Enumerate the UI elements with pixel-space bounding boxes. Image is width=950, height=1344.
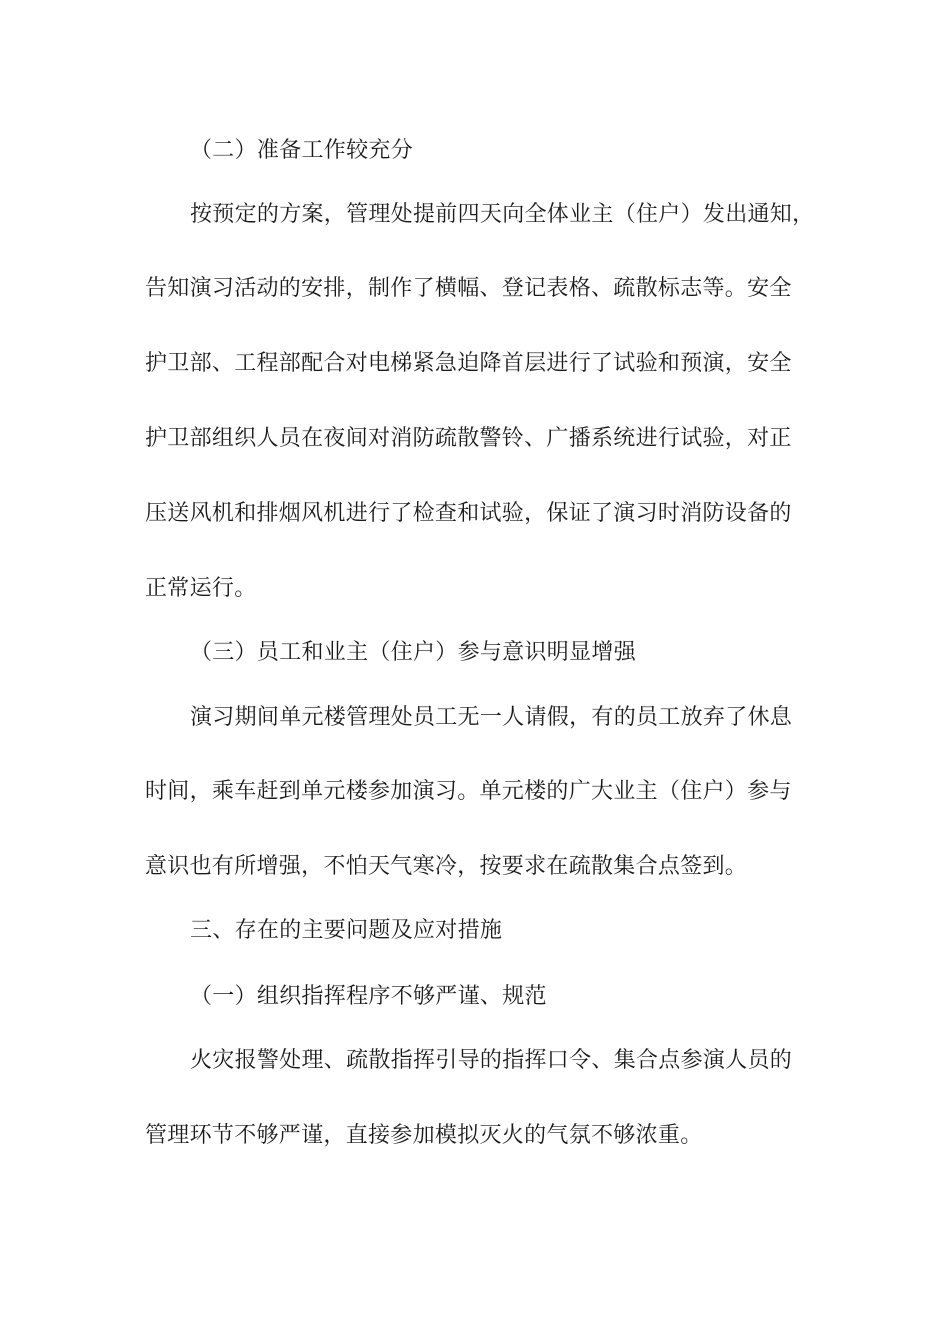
paragraph-line: 护卫部、工程部配合对电梯紧急迫降首层进行了试验和预演，安全 xyxy=(145,351,792,376)
paragraph-line: 压送风机和排烟风机进行了检查和试验，保证了演习时消防设备的 xyxy=(145,501,792,526)
paragraph-line: 意识也有所增强，不怕天气寒冷，按要求在疏散集合点签到。 xyxy=(145,854,748,879)
chapter-heading: 三、存在的主要问题及应对措施 xyxy=(190,918,503,943)
paragraph-line: 管理环节不够严谨，直接参加模拟灭火的气氛不够浓重。 xyxy=(145,1123,703,1148)
paragraph-line: 时间，乘车赶到单元楼参加演习。单元楼的广大业主（住户）参与 xyxy=(145,779,792,804)
section-heading-3: （三）员工和业主（住户）参与意识明显增强 xyxy=(190,640,637,665)
section-heading-1: （一）组织指挥程序不够严谨、规范 xyxy=(190,984,547,1009)
section-heading-2: （二）准备工作较充分 xyxy=(190,138,414,163)
paragraph-line: 护卫部组织人员在夜间对消防疏散警铃、广播系统进行试验，对正 xyxy=(145,426,792,451)
paragraph-line: 按预定的方案，管理处提前四天向全体业主（住户）发出通知， xyxy=(190,202,815,227)
paragraph-line: 正常运行。 xyxy=(145,576,257,601)
paragraph-line: 演习期间单元楼管理处员工无一人请假，有的员工放弃了休息 xyxy=(190,705,793,730)
paragraph-line: 告知演习活动的安排，制作了横幅、登记表格、疏散标志等。安全 xyxy=(145,276,792,301)
paragraph-line: 火灾报警处理、疏散指挥引导的指挥口令、集合点参演人员的 xyxy=(190,1048,793,1073)
